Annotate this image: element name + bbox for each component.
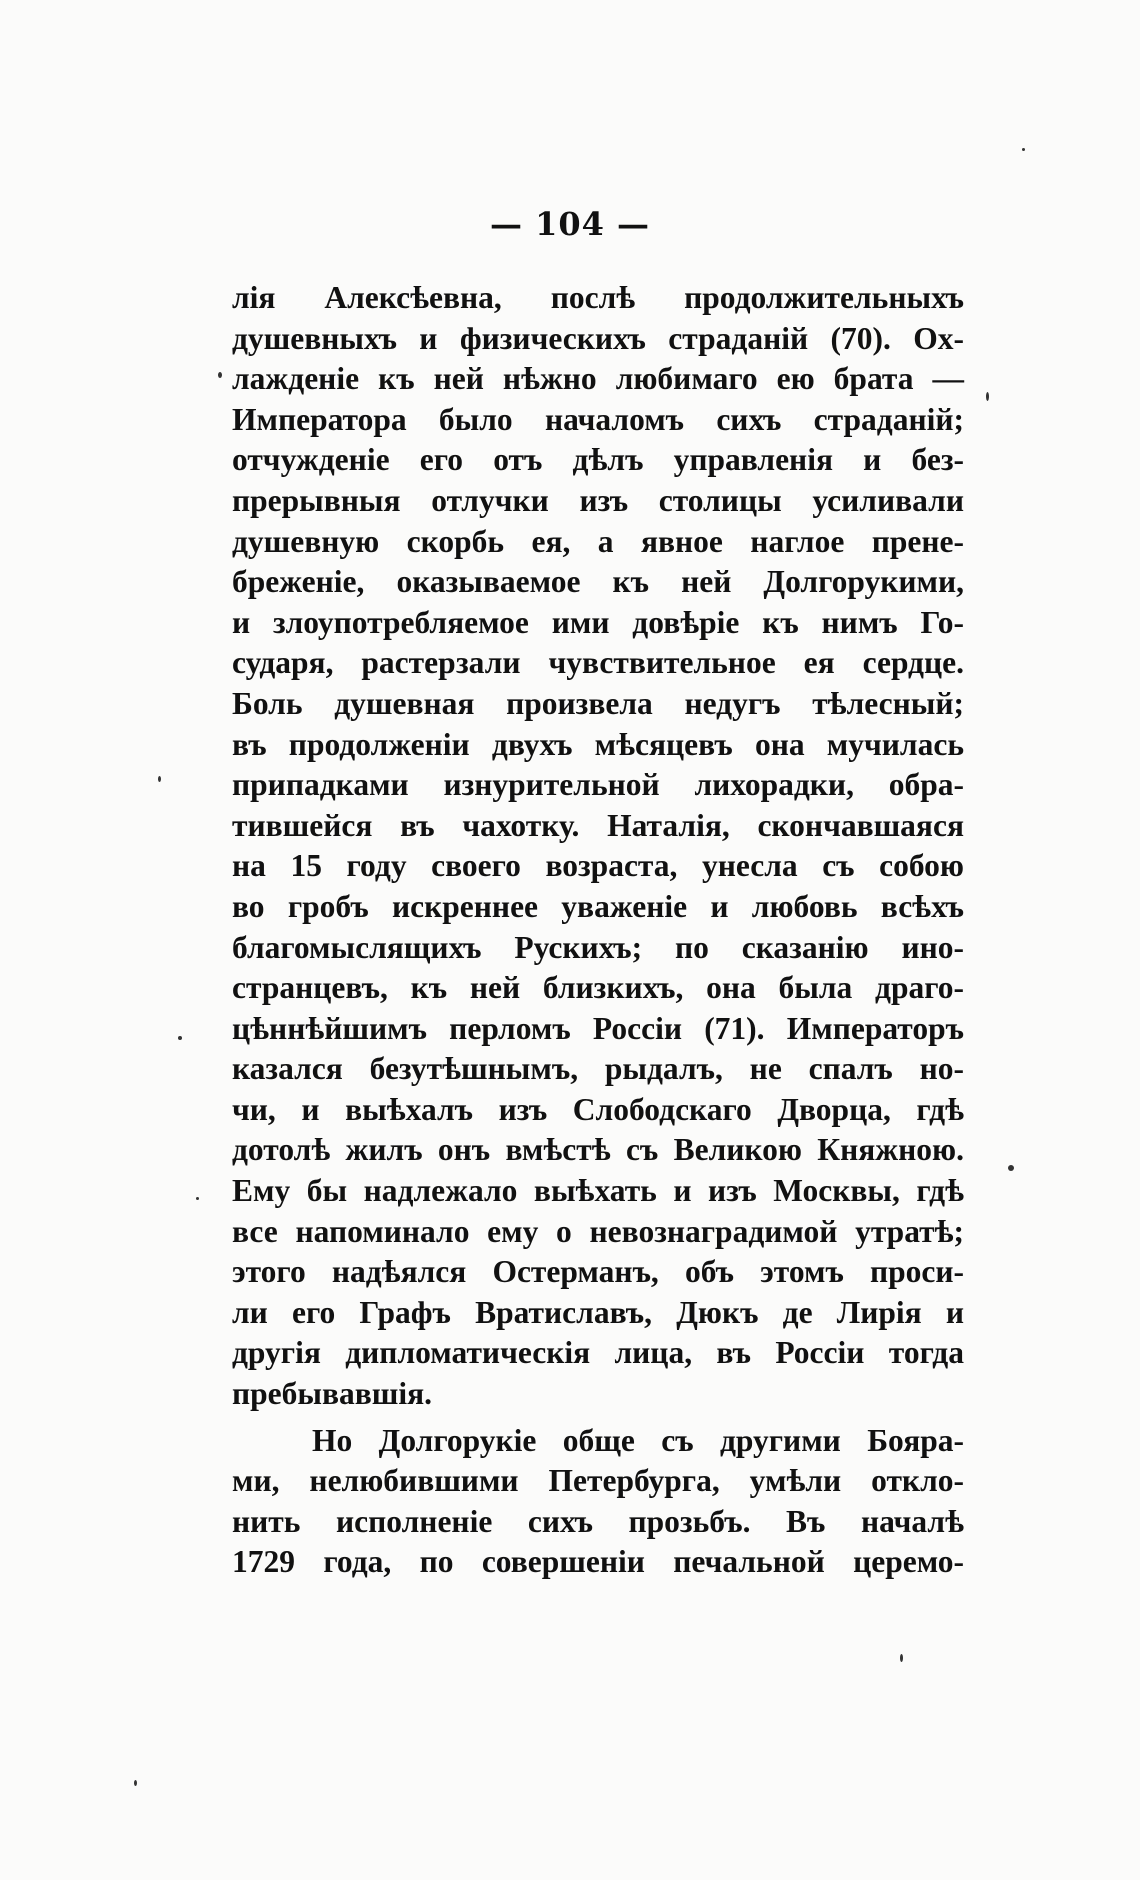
text-line: сударя, растерзали чувствительное ея сердце. (232, 645, 964, 681)
text-line: лажденіе къ ней нѣжно любимаго ею брата — (232, 361, 964, 397)
text-line: тившейся въ чахотку. Наталія, скончавшаяся (232, 807, 964, 843)
text-line: странцевъ, къ ней близкихъ, она была драго- (232, 970, 964, 1006)
text-line: Ему бы надлежало выѣхать и изъ Москвы, гдѣ (232, 1173, 964, 1209)
body-text (232, 278, 964, 1583)
scan-speck (134, 1780, 137, 1786)
scan-speck (900, 1654, 903, 1662)
text-line: ми, нелюбившими Петербурга, умѣли откло- (232, 1463, 964, 1499)
text-line: душевную скорбь ея, а явное наглое прене- (232, 523, 964, 559)
text-line: нить исполненіе сихъ прозьбъ. Въ началѣ (232, 1503, 964, 1539)
text-line: ли его Графъ Вратиславъ, Дюкъ де Лирія и (232, 1294, 964, 1330)
text-line: пребывавшія. (232, 1376, 433, 1412)
text-line: прерывныя отлучки изъ столицы усиливали (232, 482, 964, 518)
text-line: этого надѣялся Остерманъ, объ этомъ проси- (232, 1254, 964, 1290)
paragraph (232, 1421, 964, 1583)
text-line: цѣннѣйшимъ перломъ Россіи (71). Императоръ (232, 1010, 964, 1046)
text-line: Но Долгорукіе обще съ другими Боярa- (312, 1422, 964, 1458)
paragraph (232, 278, 964, 1415)
text-line: и злоупотребляемое ими довѣріе къ нимъ Го- (232, 604, 964, 640)
scan-speck (218, 372, 222, 378)
text-line: лія Алексѣевна, послѣ продолжительныхъ (232, 280, 964, 315)
text-line: во гробъ искреннее уваженіе и любовь всѣхъ (232, 888, 964, 924)
text-line: бреженіе, оказываемое къ ней Долгорукими, (232, 564, 964, 600)
text-line: казался безутѣшнымъ, рыдалъ, не спалъ но- (232, 1051, 964, 1087)
page-number: — 104 — (489, 205, 651, 243)
scan-speck (1022, 148, 1025, 151)
text-line: въ продолженіи двухъ мѣсяцевъ она мучилась (232, 726, 964, 762)
text-line: благомыслящихъ Рускихъ; по сказанію ино- (232, 929, 964, 965)
scan-speck (196, 1197, 199, 1200)
text-line: Боль душевная произвела недугъ тѣлесный; (232, 685, 964, 721)
text-line: 1729 года, по совершеніи печальной церемо- (232, 1544, 964, 1580)
text-line: все напоминало ему о невознаградимой утратѣ; (232, 1213, 964, 1249)
text-line: на 15 году своего возраста, унесла съ собою (232, 848, 964, 884)
scan-speck (1008, 1165, 1014, 1171)
text-line: чи, и выѣхалъ изъ Слободскаго Дворца, гдѣ (232, 1091, 964, 1127)
text-line: дотолѣ жилъ онъ вмѣстѣ съ Великою Княжною. (232, 1132, 964, 1168)
scan-speck (178, 1036, 182, 1040)
text-line: Императора было началомъ сихъ страданій; (232, 401, 964, 437)
scan-speck (158, 776, 161, 782)
text-line: отчужденіе его отъ дѣлъ управленія и без- (232, 442, 964, 478)
scan-speck (986, 392, 989, 401)
text-line: другія дипломатическія лица, въ Россіи тогда (232, 1335, 964, 1371)
text-line: припадками изнурительной лихорадки, обра- (232, 767, 964, 803)
text-line: душевныхъ и физическихъ страданій (70). Ох- (232, 320, 964, 356)
